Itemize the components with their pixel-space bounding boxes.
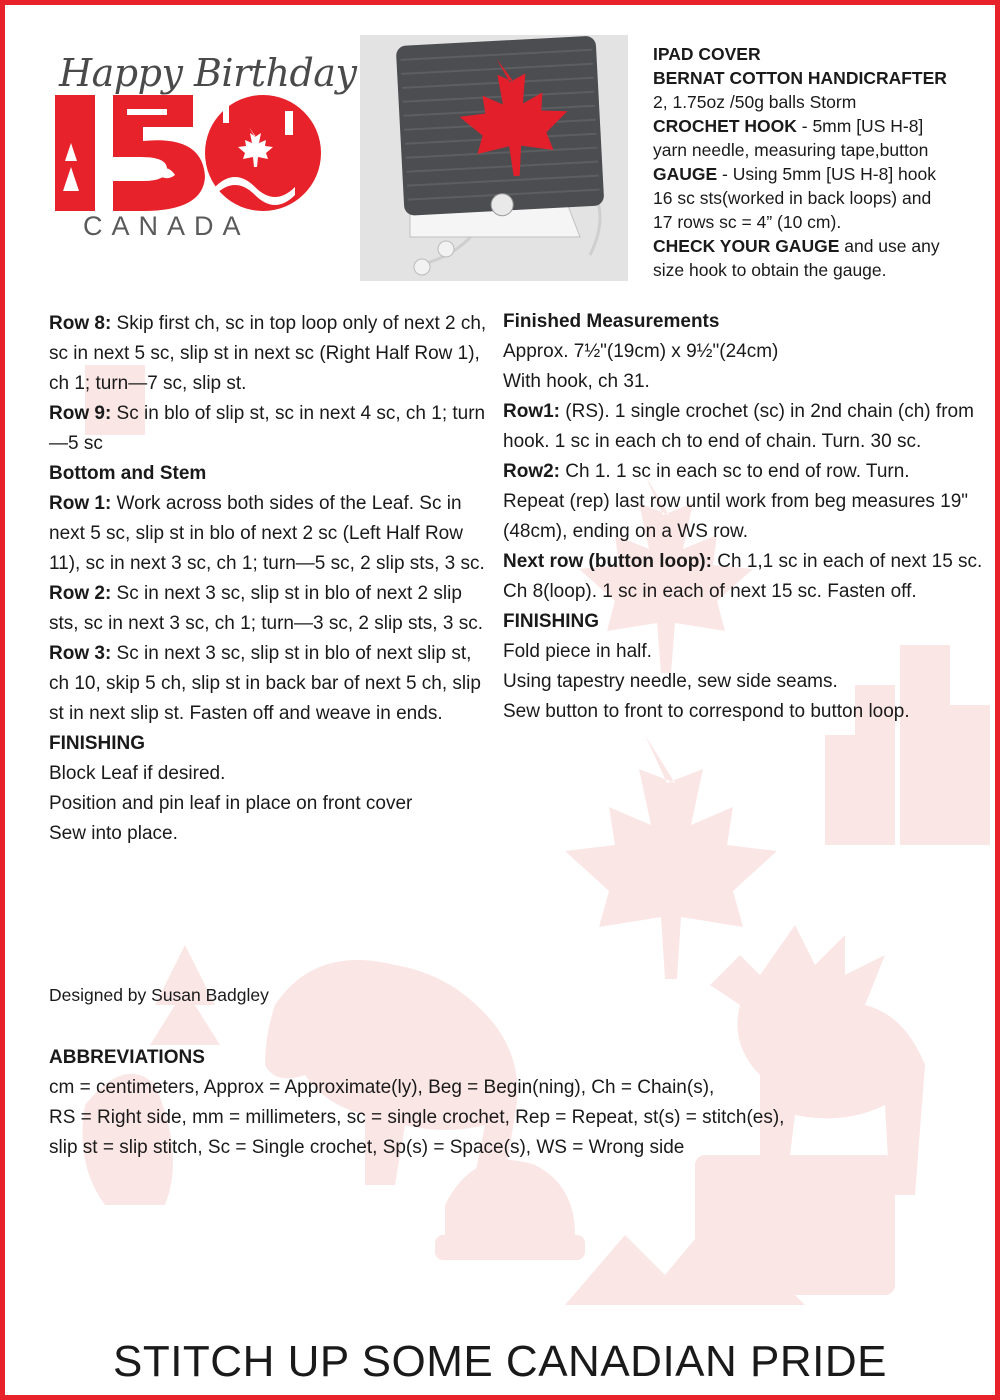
yarn-label: BERNAT COTTON HANDICRAFTER <box>653 68 947 88</box>
right-instructions-column <box>503 307 983 727</box>
gauge-line-2: 16 sc sts(worked in back loops) and <box>653 188 932 208</box>
right-finishing-line: Sew button to front to correspond to button loop. <box>503 701 910 722</box>
row-9: Row 9: Sc in blo of slip st, sc in next 4 sc, ch 1; turn—5 sc <box>49 403 486 454</box>
abbreviations-line: slip st = slip stitch, Sc = Single crochet, Sp(s) = Space(s), WS = Wrong side <box>49 1137 685 1158</box>
canada-150-logo <box>45 45 357 255</box>
left-finishing-heading: FINISHING <box>49 733 146 754</box>
designer-credit: Designed by Susan Badgley <box>49 985 269 1005</box>
stem-heading: Bottom and Stem <box>49 463 207 484</box>
logo-title: Happy Birthday <box>59 51 357 95</box>
notions: yarn needle, measuring tape,button <box>653 140 929 160</box>
right-finishing-line: Fold piece in half. <box>503 641 652 662</box>
check-gauge-line-2: size hook to obtain the gauge. <box>653 260 887 280</box>
stem-row-3: Row 3: Sc in next 3 sc, slip st in blo of next slip st, ch 10, skip 5 ch, slip st in back bar of next 5 ch, slip st in next slip st. Fasten off and weave in ends. <box>49 643 481 724</box>
hook-detail: - 5mm [US H-8] <box>796 116 924 136</box>
gauge-label: GAUGE <box>653 164 718 184</box>
button <box>491 193 514 216</box>
row-8: Row 8: Skip first ch, sc in top loop only of next 2 ch, sc in next 5 sc, slip st in next sc (Right Half Row 1), ch 1; turn—7 sc, slip st. <box>49 313 487 394</box>
abbreviations-section <box>49 1043 949 1163</box>
pattern-title: IPAD COVER <box>653 44 761 64</box>
ipad-cover-photo <box>360 35 628 281</box>
yarn-detail: 2, 1.75oz /50g balls Storm <box>653 92 857 112</box>
right-finishing-heading: FINISHING <box>503 611 600 632</box>
crochet-cover <box>396 36 605 221</box>
check-gauge-detail: and use any <box>839 236 940 256</box>
gauge-detail: - Using 5mm [US H-8] hook <box>717 164 936 184</box>
maple-leaf-watermark-large <box>565 735 777 979</box>
stem-row-1: Row 1: Work across both sides of the Leaf. Sc in next 5 sc, slip st in blo of next 2 sc (Left Half Row 11), sc in next 3 sc, ch 1; turn—5 sc, 2 slip sts, 3 sc. <box>49 493 485 574</box>
chain-text: With hook, ch 31. <box>503 371 650 392</box>
abbreviations-line: cm = centimeters, Approx = Approximate(ly), Beg = Begin(ning), Ch = Chain(s), <box>49 1077 715 1098</box>
materials-panel <box>653 42 983 282</box>
left-finishing-line: Block Leaf if desired. <box>49 763 226 784</box>
hook-label: CROCHET HOOK <box>653 116 797 136</box>
logo-number-graphic <box>53 91 323 213</box>
right-finishing-line: Using tapestry needle, sew side seams. <box>503 671 838 692</box>
check-gauge-label: CHECK YOUR GAUGE <box>653 236 840 256</box>
left-finishing-line: Sew into place. <box>49 823 178 844</box>
row-1: Row1: (RS). 1 single crochet (sc) in 2nd chain (ch) from hook. 1 sc in each ch to end of chain. Turn. 30 sc. <box>503 401 974 452</box>
toque-watermark <box>445 1160 575 1235</box>
abbreviations-heading: ABBREVIATIONS <box>49 1047 205 1068</box>
left-finishing-line: Position and pin leaf in place on front cover <box>49 793 413 814</box>
button-loop-row: Next row (button loop): Ch 1,1 sc in each of next 15 sc. Ch 8(loop). 1 sc in each of next 15 sc. Fasten off. <box>503 551 983 602</box>
repeat-text: Repeat (rep) last row until work from beg measures 19"(48cm), ending on a WS row. <box>503 491 969 542</box>
row-2: Row2: Ch 1. 1 sc in each sc to end of row. Turn. <box>503 461 910 482</box>
left-instructions-column <box>49 309 489 849</box>
stem-row-2: Row 2: Sc in next 3 sc, slip st in blo of next 2 slip sts, sc in next 3 sc, ch 1; turn—3 sc, 2 slip sts, 3 sc. <box>49 583 483 634</box>
measurements-heading: Finished Measurements <box>503 311 720 332</box>
abbreviations-line: RS = Right side, mm = millimeters, sc = single crochet, Rep = Repeat, st(s) = stitch(es), <box>49 1107 785 1128</box>
footer-tagline: STITCH UP SOME CANADIAN PRIDE <box>112 1337 887 1386</box>
logo-country: CANADA <box>83 211 250 241</box>
measurements-text: Approx. 7½"(19cm) x 9½"(24cm) <box>503 341 779 362</box>
gauge-line-3: 17 rows sc = 4” (10 cm). <box>653 212 842 232</box>
